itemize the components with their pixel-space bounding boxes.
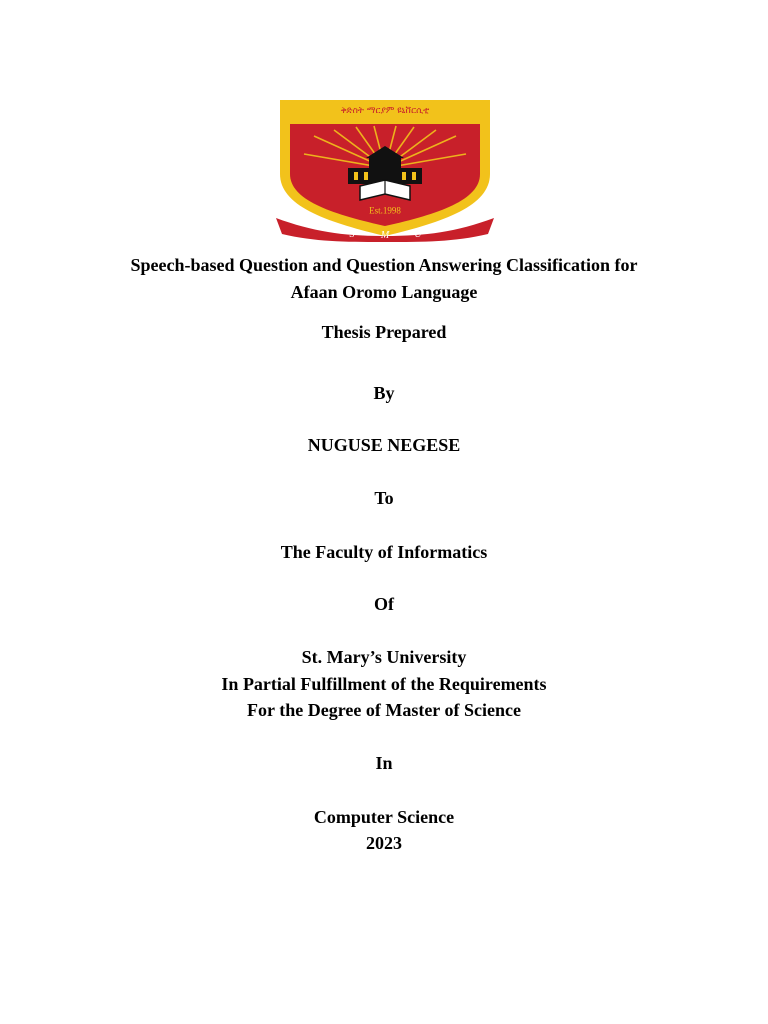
initial-u: U xyxy=(414,229,422,240)
by-label: By xyxy=(373,383,395,403)
university-name: St. Mary’s University xyxy=(301,647,467,667)
established-text: Est.1998 xyxy=(369,205,401,216)
thesis-title-line-1: Speech-based Question and Question Answering Classification for xyxy=(130,255,638,275)
thesis-prepared: Thesis Prepared xyxy=(321,322,447,342)
faculty-name: The Faculty of Informatics xyxy=(280,542,488,562)
field-of-study: Computer Science xyxy=(313,807,455,827)
degree-text: For the Degree of Master of Science xyxy=(247,700,521,720)
amharic-university-name: ቅድስት ማርያም ዩኒቨርሲቲ xyxy=(340,106,430,116)
of-label: Of xyxy=(374,594,394,614)
year: 2023 xyxy=(366,833,402,853)
initial-m: M xyxy=(380,230,390,241)
fulfillment-text: In Partial Fulfillment of the Requirements xyxy=(221,674,547,694)
to-label: To xyxy=(374,488,394,508)
thesis-title-line-2: Afaan Oromo Language xyxy=(290,282,478,302)
university-logo xyxy=(274,96,496,242)
initial-s: S xyxy=(349,229,355,240)
in-label: In xyxy=(375,753,393,773)
author-name: NUGUSE NEGESE xyxy=(307,435,461,455)
